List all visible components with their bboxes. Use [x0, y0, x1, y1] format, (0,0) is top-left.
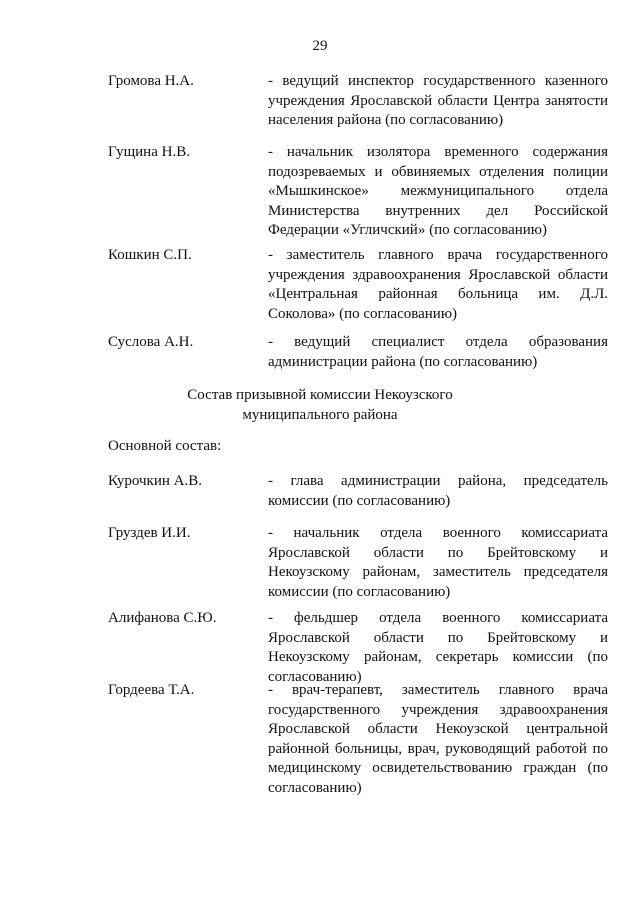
member-role: - врач-терапевт, заместитель главного врача государственного учреждения здравоохранения Ярославской области Некоузской центральной районной больницы, врач, руководящий работой по медицинскому освидетельствованию граждан (по согласованию): [268, 682, 608, 796]
subheading: Основной состав:: [108, 438, 222, 454]
member-name: Громова Н.А.: [108, 73, 194, 89]
member-name: Курочкин А.В.: [108, 473, 202, 489]
member-role: - заместитель главного врача государственного учреждения здравоохранения Ярославской области «Центральная районная больница им. Д.Л. Соколова» (по согласованию): [268, 247, 608, 322]
section-title-line: муниципального района: [242, 407, 398, 423]
member-name: Кошкин С.П.: [108, 247, 192, 263]
member-name: Гордеева Т.А.: [108, 682, 195, 698]
section-title-line: Состав призывной комиссии Некоузского: [187, 387, 453, 403]
member-role: - начальник отдела военного комиссариата Ярославской области по Брейтовскому и Некоузскому районам, заместитель председателя комиссии (по согласованию): [268, 525, 608, 600]
member-role: - фельдшер отдела военного комиссариата Ярославской области по Брейтовскому и Некоузскому районам, секретарь комиссии (по согласованию): [268, 610, 608, 685]
page-number: 29: [312, 38, 328, 54]
member-name: Гущина Н.В.: [108, 144, 190, 160]
member-role: - ведущий инспектор государственного казенного учреждения Ярославской области Центра занятости населения района (по согласованию): [268, 73, 608, 129]
member-role: - ведущий специалист отдела образования администрации района (по согласованию): [268, 334, 608, 370]
member-role: - глава администрации района, председатель комиссии (по согласованию): [268, 473, 608, 509]
member-name: Груздев И.И.: [108, 525, 191, 541]
member-name: Алифанова С.Ю.: [108, 610, 217, 626]
member-role: - начальник изолятора временного содержания подозреваемых и обвиняемых отделения полиции «Мышкинское» межмуниципального отдела Министерства внутренних дел Российской Федерации «Угличский» (по согласованию): [268, 144, 608, 239]
member-name: Суслова А.Н.: [108, 334, 194, 350]
section-title: [0, 385, 640, 425]
